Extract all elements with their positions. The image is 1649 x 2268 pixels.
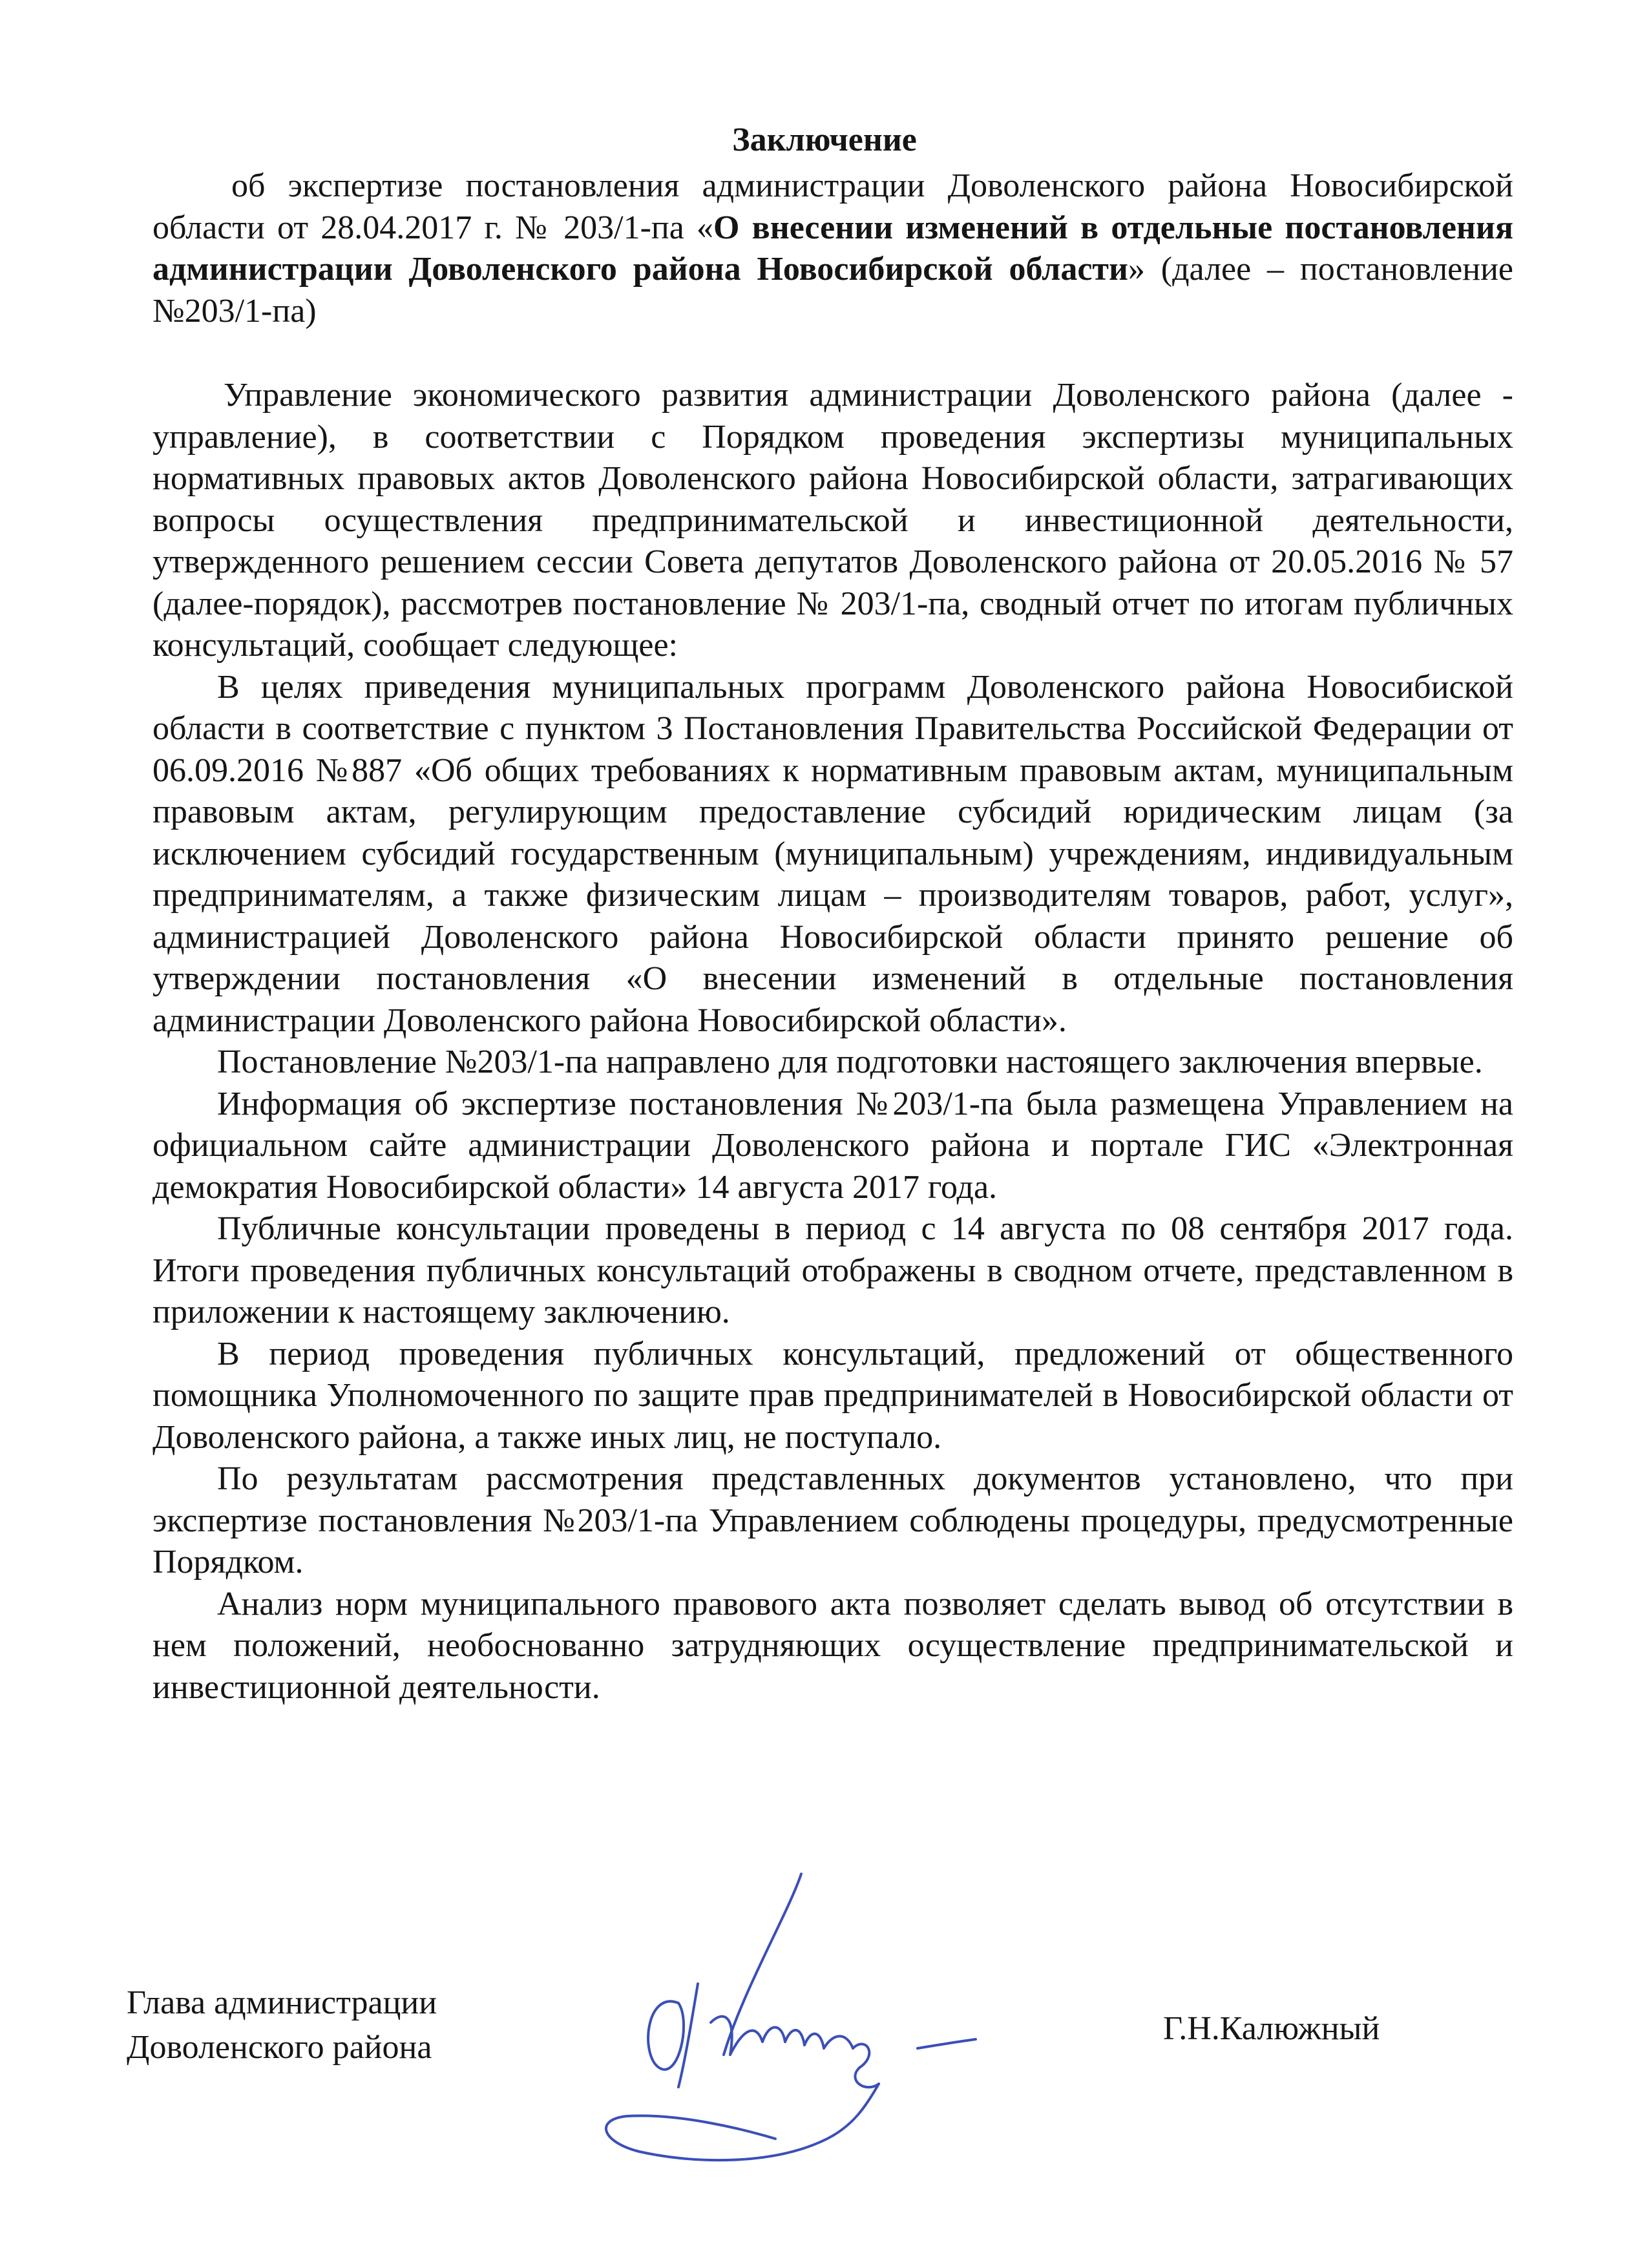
subject-outro: » (далее – постановление №203/1-па) (152, 251, 1514, 330)
document-body (152, 375, 1513, 1708)
body-paragraph: По результатам рассмотрения представленных документов установлено, что при экспертизе постановления №203/1-па Управлением соблюдены процедуры, предусмотренные Порядком. (152, 1460, 1513, 1580)
body-paragraph: Управление экономического развития администрации Доволенского района (далее - управление), в соответствии с Порядком проведения экспертизы муниципальных нормативных правовых актов Доволенского района Новосибирской области, затрагивающих вопросы осуществления предпринимательской и инвестиционной деятельности, утвержденного решением сессии Совета депутатов Доволенского района от 20.05.2016 № 57 (далее-порядок), рассмотрев постановление № 203/1-па, сводный отчет по итогам публичных консультаций, сообщает следующее: (152, 377, 1513, 664)
body-paragraph: Постановление №203/1-па направлено для подготовки настоящего заключения впервые. (217, 1044, 1483, 1080)
subject-intro: об экспертизе постановления администрации Доволенского района Новосибирской области от 28.04.2017 г. № 203/1-па « (152, 167, 1513, 246)
signatory-position (127, 1980, 437, 2070)
document-title: Заключение (732, 121, 917, 158)
signatory-position-line1: Глава администрации (127, 1984, 437, 2021)
handwritten-signature (530, 1861, 995, 2184)
signatory-name: Г.Н.Калюжный (1163, 2010, 1380, 2047)
body-paragraph: В целях приведения муниципальных программ Доволенского района Новосибиской области в соответствие с пунктом 3 Постановления Правительства Российской Федерации от 06.09.2016 №887 «Об общих требованиях к нормативным правовым актам, муниципальным правовым актам, регулирующим предоставление субсидий юридическим лицам (за исключением субсидий государственным (муниципальным) учреждениям, индивидуальным предпринимателям, а также физическим лицам – производителям товаров, работ, услуг», администрацией Доволенского района Новосибирской области принято решение об утверждении постановления «О внесении изменений в отдельные постановления администрации Доволенского района Новосибирской области». (152, 668, 1513, 1039)
body-paragraph: Анализ норм муниципального правового акта позволяет сделать вывод об отсутствии в нем положений, необоснованно затрудняющих осуществление предпринимательской и инвестиционной деятельности. (152, 1585, 1513, 1706)
subject-bold-title: О внесении изменений в отдельные постановления администрации Доволенского района Новосибирской области (152, 209, 1513, 288)
body-paragraph: Публичные консультации проведены в период с 14 августа по 08 сентября 2017 года. Итоги проведения публичных консультаций отображены в сводном отчете, представленном в приложении к настоящему заключению. (152, 1210, 1513, 1330)
signatory-position-line2: Доволенского района (127, 2029, 432, 2066)
document-subject (152, 165, 1513, 332)
body-paragraph: Информация об экспертизе постановления №203/1-па была размещена Управлением на официальном сайте администрации Доволенского района и портале ГИС «Электронная демократия Новосибирской области» 14 августа 2017 года. (152, 1085, 1513, 1206)
body-paragraph: В период проведения публичных консультаций, предложений от общественного помощника Уполномоченного по защите прав предпринимателей в Новосибирской области от Доволенского района, а также иных лиц, не поступало. (152, 1335, 1513, 1456)
